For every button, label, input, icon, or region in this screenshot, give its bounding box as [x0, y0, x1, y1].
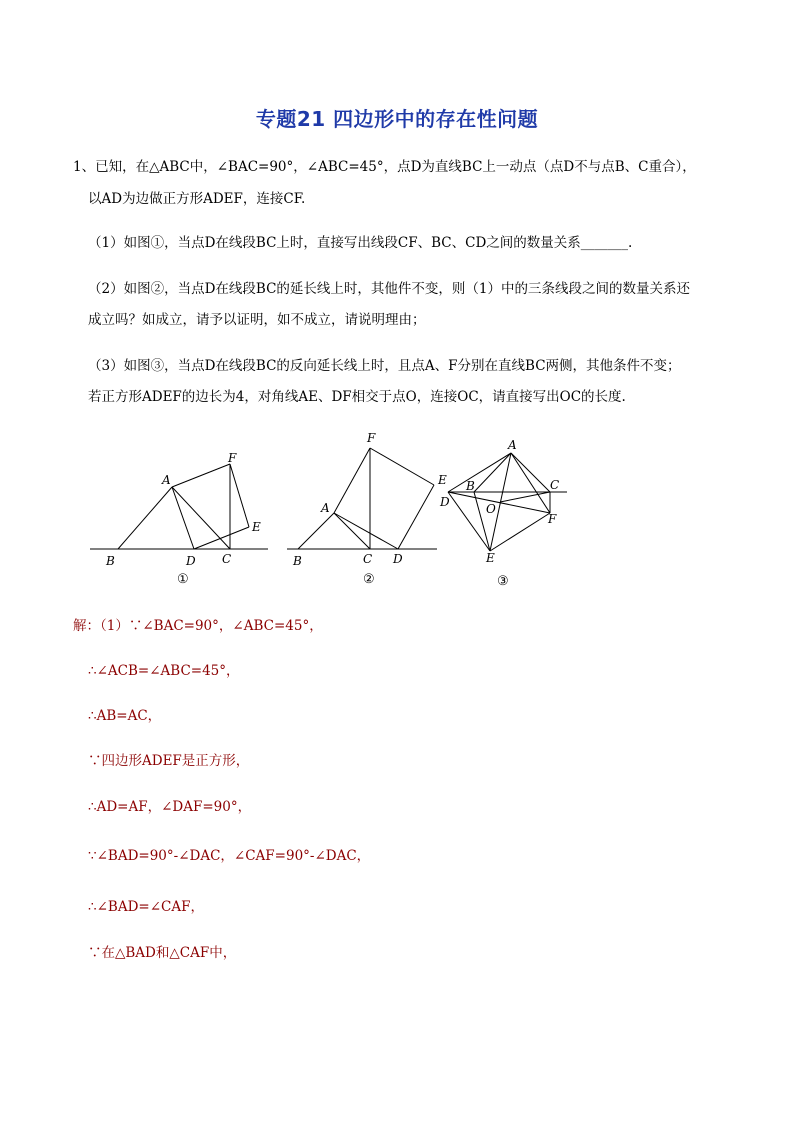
- fig1-label-E: E: [252, 520, 261, 534]
- fig1-label-C: C: [222, 552, 232, 566]
- page-title: 专题21 四边形中的存在性问题: [255, 107, 539, 131]
- solution-line-8: ∵在△BAD和△CAF中，: [88, 945, 237, 961]
- fig2-label-F: F: [367, 431, 376, 445]
- fig1-label-A: A: [162, 473, 171, 487]
- problem-line-1: 1、已知，在△ABC中，∠BAC=90°，∠ABC=45°，点D为直线BC上一动点（点D不与点B、C重合），: [73, 159, 696, 175]
- geometry-figures: [0, 425, 794, 595]
- fig3-label-D: D: [440, 495, 450, 509]
- question-2a: （2）如图②，当点D在线段BC的延长线上时，其他件不变，则（1）中的三条线段之间的数量关系还: [88, 281, 691, 297]
- fig1-label-F: F: [228, 451, 237, 465]
- fig2-label-A: A: [321, 501, 330, 515]
- fig3-label-F: F: [548, 512, 557, 526]
- question-1: （1）如图①，当点D在线段BC上时，直接写出线段CF、BC、CD之间的数量关系_______.: [88, 235, 633, 251]
- fig2-label-E: E: [438, 473, 447, 487]
- fig3-label-E: E: [486, 551, 495, 565]
- fig1-caption: ①: [177, 572, 189, 587]
- fig2-label-B: B: [293, 554, 302, 568]
- fig3-label-O: O: [486, 502, 496, 516]
- question-3b: 若正方形ADEF的边长为4，对角线AE、DF相交于点O，连接OC，请直接写出OC的长度.: [88, 389, 626, 405]
- fig1-label-B: B: [106, 554, 115, 568]
- fig3-caption: ③: [497, 574, 509, 589]
- fig3-label-B: B: [466, 479, 475, 493]
- solution-line-2: ∴∠ACB=∠ABC=45°，: [88, 663, 240, 679]
- fig1-label-D: D: [186, 554, 196, 568]
- fig2-caption: ②: [363, 572, 375, 587]
- fig2-label-D: D: [393, 552, 403, 566]
- solution-line-5: ∴AD=AF，∠DAF=90°，: [88, 799, 252, 815]
- solution-line-7: ∴∠BAD=∠CAF，: [88, 899, 204, 915]
- problem-line-2: 以AD为边做正方形ADEF，连接CF.: [88, 191, 306, 207]
- solution-line-4: ∵四边形ADEF是正方形，: [88, 753, 250, 769]
- solution-line-6: ∵∠BAD=90°-∠DAC，∠CAF=90°-∠DAC，: [88, 848, 371, 864]
- question-2b: 成立吗？如成立，请予以证明，如不成立，请说明理由；: [88, 312, 426, 328]
- fig3-label-C: C: [550, 478, 560, 492]
- fig3-label-A: A: [508, 438, 517, 452]
- solution-line-3: ∴AB=AC，: [88, 708, 162, 724]
- question-3a: （3）如图③，当点D在线段BC的反向延长线上时，且点A、F分别在直线BC两侧，其他条件不变；: [88, 358, 681, 374]
- solution-line-1: 解：（1）∵∠BAC=90°，∠ABC=45°，: [73, 618, 323, 634]
- fig2-label-C: C: [363, 552, 373, 566]
